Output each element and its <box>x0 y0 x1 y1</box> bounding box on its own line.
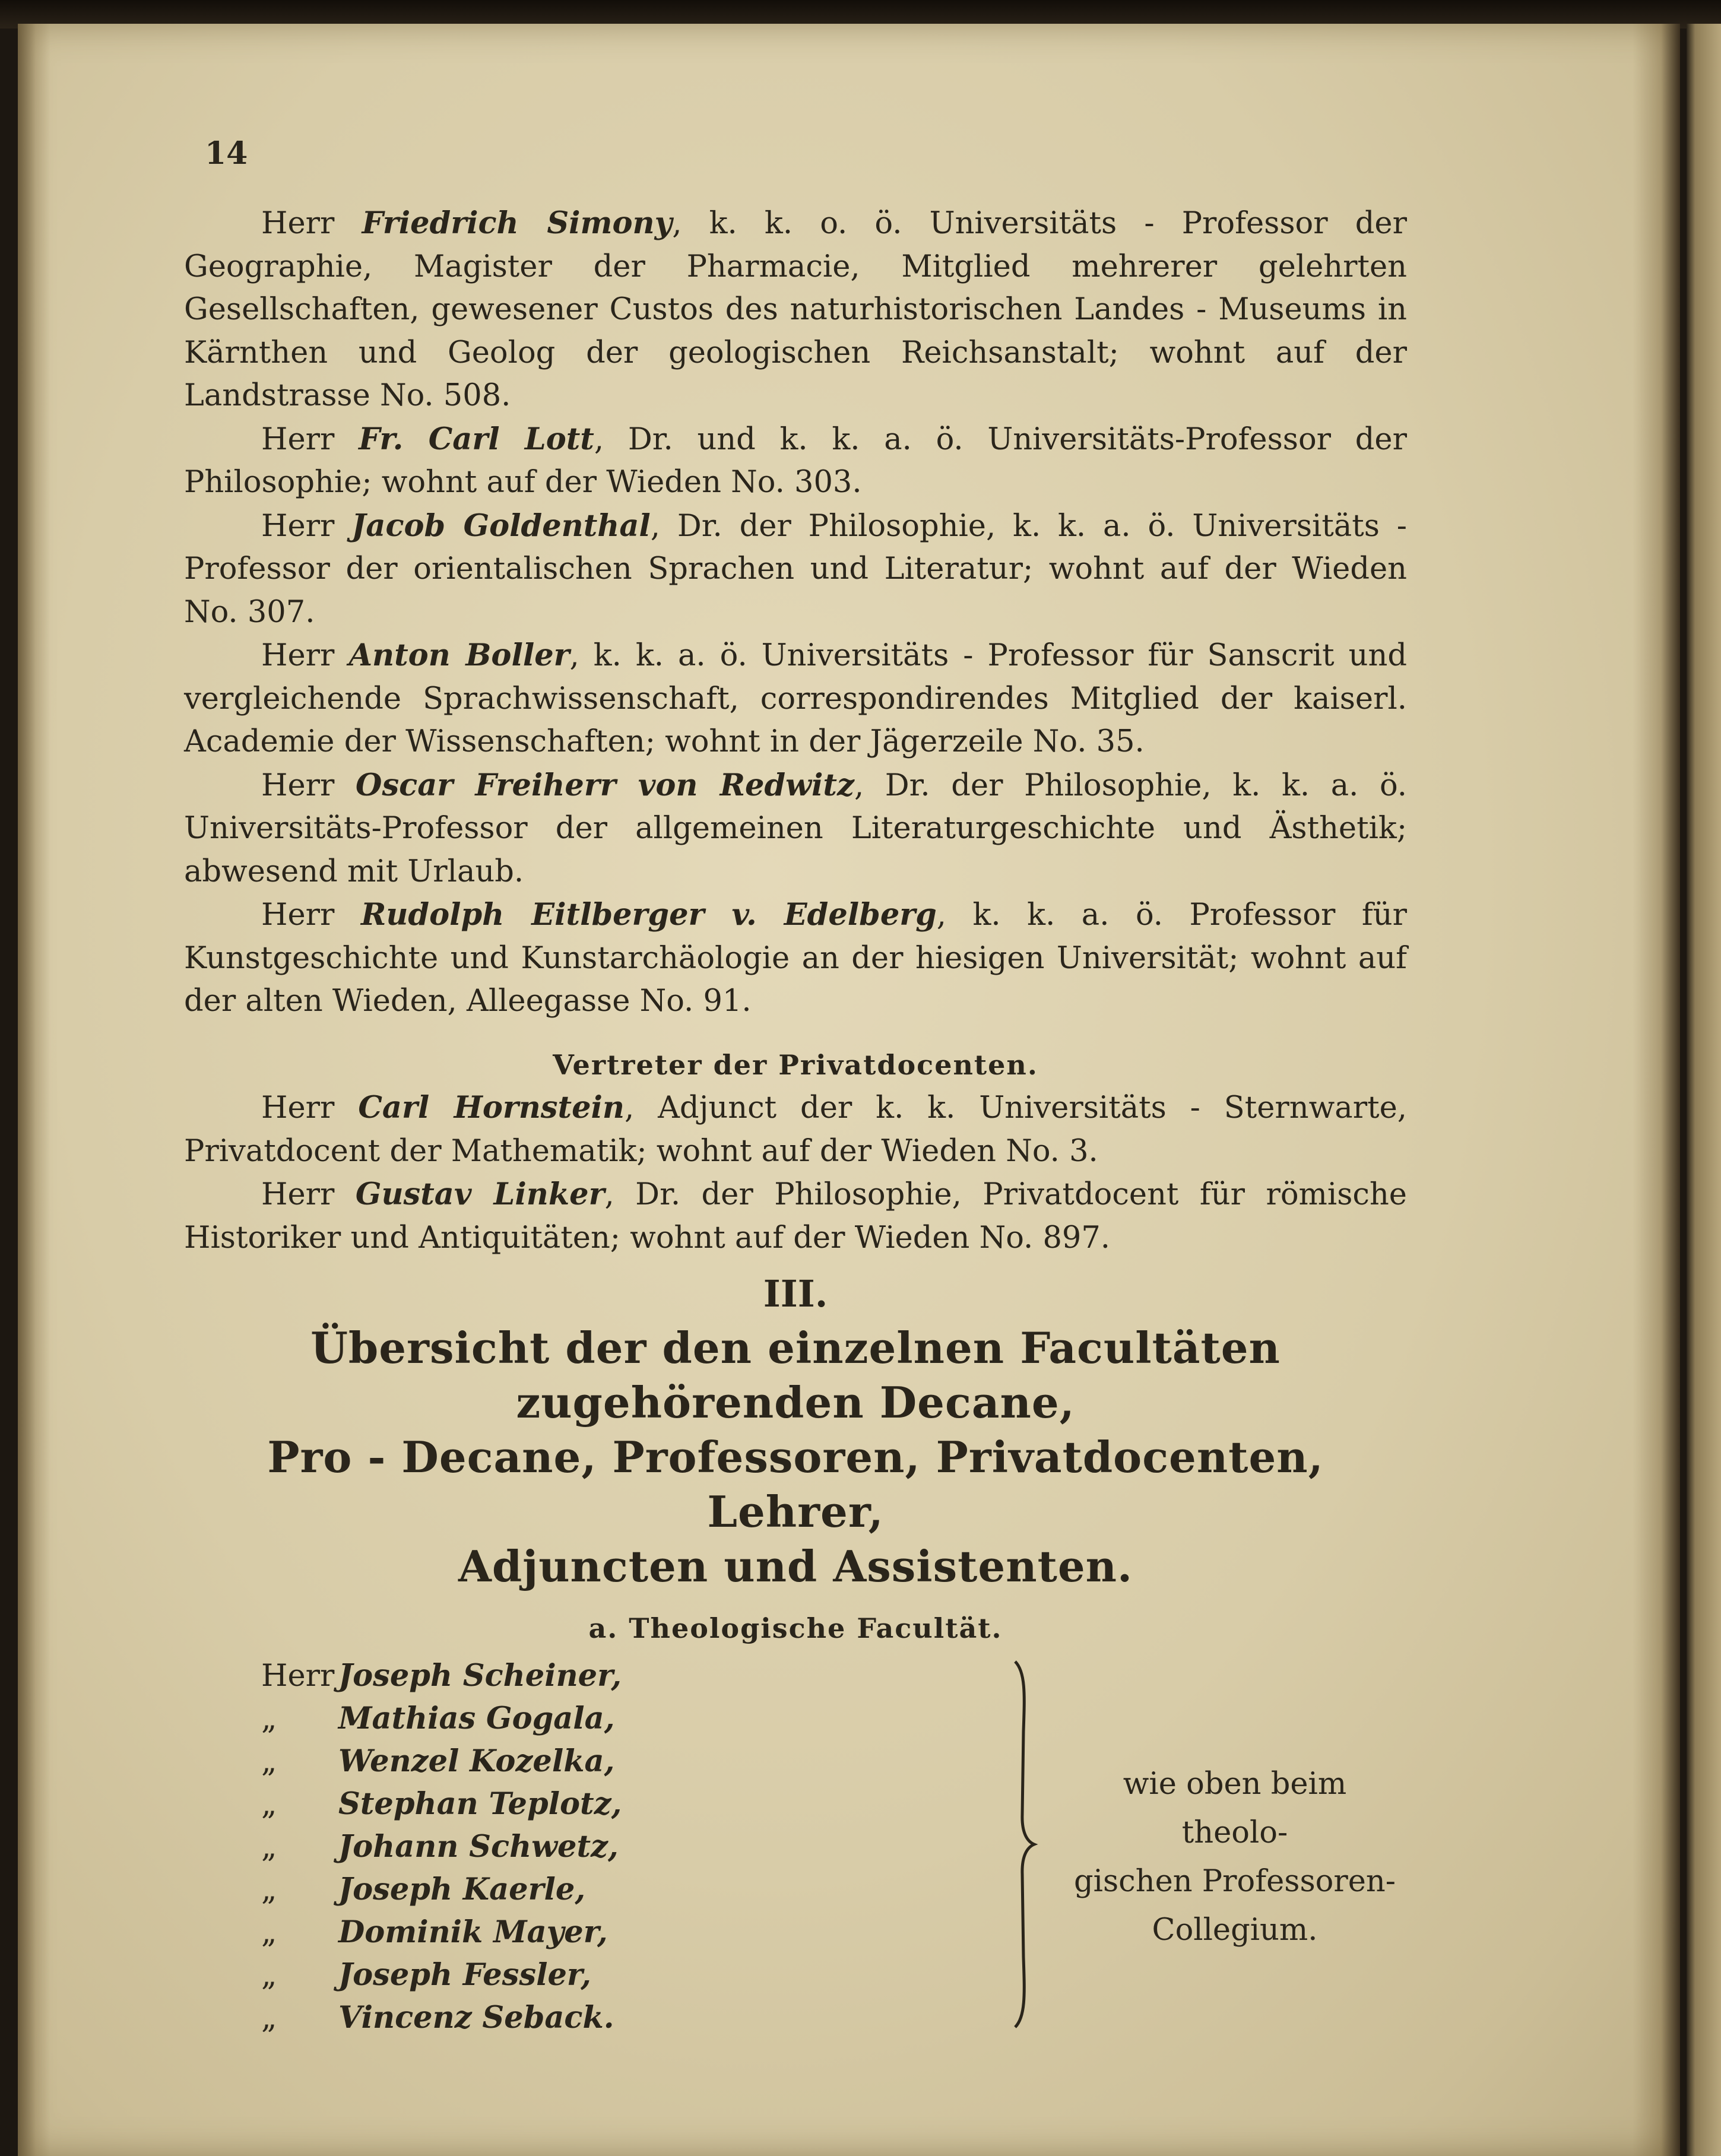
brace-note-line: wie oben beim theolo- <box>1123 1767 1347 1850</box>
person-name: Joseph Scheiner, <box>338 1658 622 1694</box>
overview-title-line: Adjuncten und Assistenten. <box>458 1540 1133 1591</box>
name-prefix: „ <box>261 2000 277 2035</box>
entry-title: Herr <box>261 1177 335 1212</box>
person-name: Johann Schwetz, <box>338 1829 619 1865</box>
person-name: Friedrich Simony <box>362 205 673 241</box>
overview-title <box>184 1321 1407 1594</box>
privatdocent-entries <box>184 1086 1407 1260</box>
page-text <box>184 119 1407 2034</box>
entry-title: Herr <box>261 508 335 544</box>
entry-paragraph <box>184 764 1407 894</box>
entry-title: Herr <box>261 1090 335 1125</box>
list-item <box>261 1740 614 1783</box>
person-name: Mathias Gogala, <box>338 1701 615 1736</box>
list-item <box>261 1697 614 1740</box>
name-prefix: „ <box>261 1915 277 1950</box>
entry-text: , Dr. der Philosophie, Privatdocent für römische Historiker und Antiquitäten; wohnt auf der Wieden No. 897. <box>184 1177 1407 1255</box>
brace-note-line: gischen Professoren- <box>1074 1864 1396 1899</box>
overview-title-line: Pro - Decane, Professoren, Privatdocenten, Lehrer, <box>267 1431 1324 1537</box>
curly-brace-icon <box>1003 1660 1039 2028</box>
person-name: Wenzel Kozelka, <box>338 1743 615 1779</box>
name-prefix: „ <box>261 1744 277 1779</box>
entry-text: , k. k. a. ö. Universitäts - Professor für Sanscrit und vergleichende Sprachwissenschaft, correspondirendes Mitglied der kaiserl. Academie der Wissenschaften; wohnt in der Jägerzeile No. 35. <box>184 638 1408 759</box>
faculty-heading-theology: a. Theologische Facultät. <box>588 1612 1003 1644</box>
name-prefix: Herr <box>261 1659 335 1694</box>
adjacent-page-edge <box>1687 24 1721 2156</box>
page-number: 14 <box>205 135 248 172</box>
entry-title: Herr <box>261 638 335 673</box>
entry-text: , Dr. und k. k. a. ö. Universitäts-Professor der Philosophie; wohnt auf der Wieden No. 303. <box>184 421 1407 500</box>
list-item <box>261 1996 614 2039</box>
person-name: Dominik Mayer, <box>338 1914 608 1950</box>
entry-title: Herr <box>261 768 335 803</box>
professor-entries <box>184 202 1407 1023</box>
theology-faculty-list <box>184 1654 1407 2034</box>
list-item <box>261 1954 591 1996</box>
section-number: III. <box>763 1272 828 1315</box>
name-prefix: „ <box>261 1830 277 1865</box>
person-name: Anton Boller <box>348 638 570 673</box>
entry-text: , Dr. der Philosophie, k. k. a. ö. Universitäts-Professor der allgemeinen Literaturgeschichte und Ästhetik; abwesend mit Urlaub. <box>184 768 1407 889</box>
name-prefix: „ <box>261 1872 277 1907</box>
entry-paragraph <box>184 634 1407 764</box>
entry-paragraph <box>184 505 1407 635</box>
entry-paragraph <box>184 893 1407 1023</box>
entry-title: Herr <box>261 421 335 457</box>
person-name: Stephan Teplotz, <box>338 1786 622 1822</box>
page-edge-shadow <box>1633 24 1680 2156</box>
overview-title-line: Übersicht der den einzelnen Facultäten zugehörenden Decane, <box>310 1322 1281 1428</box>
entry-paragraph <box>184 418 1407 505</box>
list-item <box>261 1654 622 1697</box>
person-name: Oscar Freiherr von Redwitz <box>356 767 854 803</box>
entry-paragraph <box>184 202 1407 418</box>
list-item <box>261 1825 619 1868</box>
person-name: Joseph Kaerle, <box>338 1872 586 1907</box>
brace-note-line: Collegium. <box>1152 1913 1318 1948</box>
entry-text: , Dr. der Philosophie, k. k. a. ö. Universitäts - Professor der orientalischen Sprachen und Literatur; wohnt auf der Wieden No. 307. <box>184 508 1407 630</box>
person-name: Carl Hornstein <box>358 1090 625 1125</box>
entry-paragraph <box>184 1173 1407 1260</box>
list-item <box>261 1783 622 1825</box>
person-name: Fr. Carl Lott <box>359 421 594 457</box>
list-item <box>261 1868 585 1911</box>
entry-text: , Adjunct der k. k. Universitäts - Sternwarte, Privatdocent der Mathematik; wohnt auf der Wieden No. 3. <box>184 1090 1407 1169</box>
entry-paragraph <box>184 1086 1407 1173</box>
page-gutter-shadow <box>18 24 50 2156</box>
name-prefix: „ <box>261 1701 277 1736</box>
name-prefix: „ <box>261 1787 277 1822</box>
person-name: Gustav Linker <box>355 1177 605 1212</box>
brace-note <box>1069 1760 1401 1955</box>
entry-text: , k. k. a. ö. Professor für Kunstgeschichte und Kunstarchäologie an der hiesigen Universität; wohnt auf der alten Wieden, Alleegasse No. 91. <box>184 898 1407 1019</box>
person-name: Jacob Goldenthal <box>351 508 651 544</box>
entry-text: , k. k. o. ö. Universitäts - Professor der Geographie, Magister der Pharmacie, Mitglied mehrerer gelehrten Gesellschaften, gewesener Custos des naturhistorischen Landes - Museums in Kärnthen und Geolog der geologischen Reichsanstalt; wohnt auf der Landstrasse No. 508. <box>184 206 1407 413</box>
person-name: Joseph Fessler, <box>338 1957 591 1993</box>
person-name: Vincenz Seback. <box>338 2000 614 2035</box>
entry-title: Herr <box>261 898 335 933</box>
person-name: Rudolph Eitlberger v. Edelberg <box>360 897 937 933</box>
name-prefix: „ <box>261 1958 277 1993</box>
list-item <box>261 1911 608 1954</box>
entry-title: Herr <box>261 206 335 241</box>
section-heading-privatdocenten: Vertreter der Privatdocenten. <box>553 1048 1038 1081</box>
